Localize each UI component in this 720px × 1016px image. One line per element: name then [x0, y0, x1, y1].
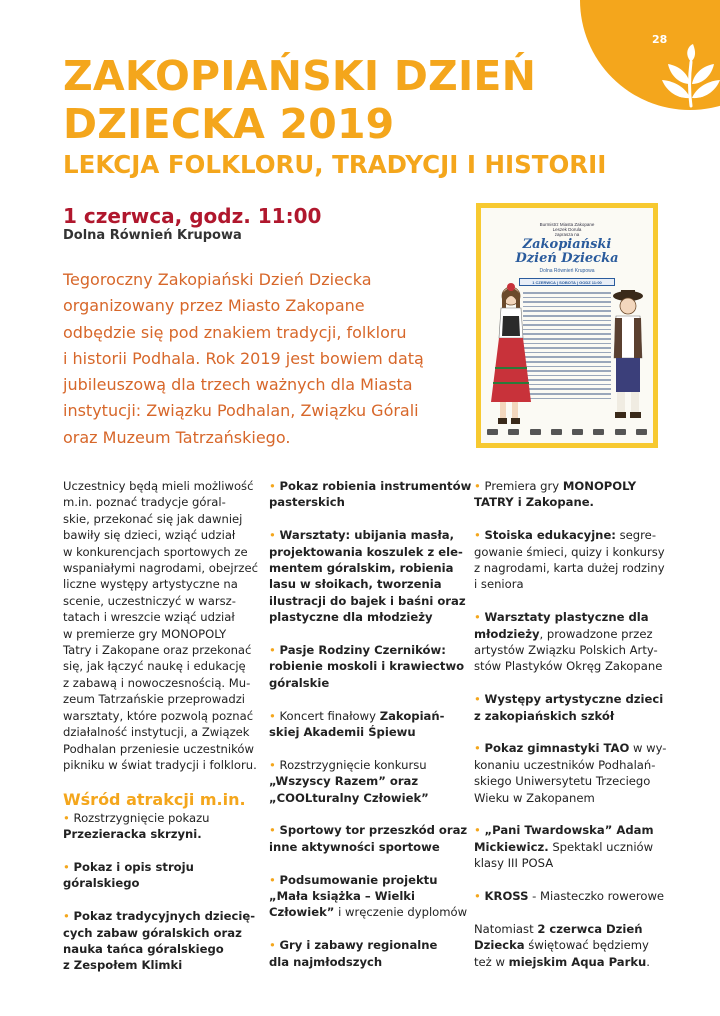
- list-item: [269, 478, 472, 511]
- bullet-icon: •: [269, 823, 280, 838]
- poster-organizer-line: Leszek Dorula: [552, 227, 582, 232]
- paragraph-line: w premierze gry MONOPOLY: [63, 626, 227, 641]
- list-item-text: MONOPOLY: [562, 479, 637, 493]
- list-item-line: [269, 904, 468, 920]
- paragraph-line: m.in. poznać tradycje góral-: [63, 495, 226, 510]
- list-item-line: [269, 560, 464, 576]
- list-item-text: Przezieracka skrzyni.: [63, 827, 202, 842]
- list-item: [63, 810, 263, 843]
- poster-inner: [481, 208, 653, 443]
- list-item-text: w wy-: [629, 741, 667, 756]
- list-item-line: [269, 494, 464, 510]
- paragraph-line: działalność instytucji, a Związek: [63, 725, 250, 740]
- list-item-line: [269, 642, 464, 658]
- girl-illustration: [485, 278, 533, 428]
- event-date: 1 czerwca, godz. 11:00: [63, 204, 322, 228]
- list-item-line: [63, 941, 263, 957]
- attractions-list: [474, 478, 669, 904]
- list-item-text: Warsztaty plastyczne dla: [484, 610, 649, 625]
- list-item-line: [474, 888, 669, 904]
- list-item: [269, 708, 464, 741]
- boy-illustration: [607, 286, 649, 426]
- intro-line: instytucji: Związku Podhalan, Związku Górali: [63, 401, 419, 421]
- list-item-line: [474, 494, 669, 510]
- paragraph-line: zeum Tatrzańskie przeprowadzi: [63, 692, 246, 707]
- list-item-text: projektowania koszulek z ele-: [269, 544, 463, 559]
- list-item: [269, 757, 464, 806]
- closing-line: [474, 937, 669, 953]
- list-item-text: pasterskich: [269, 495, 345, 510]
- list-item-text: Pokaz robienia instrumentów: [279, 479, 472, 493]
- poster-date-bar: 1 CZERWCA | SOBOTA | GODZ 11:00: [519, 278, 615, 286]
- bullet-icon: •: [63, 909, 74, 924]
- poster-title-line: Dzień Dziecka: [515, 251, 619, 266]
- closing-text: .: [646, 954, 650, 969]
- list-item: [474, 740, 669, 806]
- closing-text: miejskim Aqua Parku: [508, 954, 647, 969]
- page-subtitle: LEKCJA FOLKLORU, TRADYCJI I HISTORII: [63, 150, 607, 179]
- bullet-icon: •: [474, 889, 485, 904]
- page-title: [63, 52, 623, 148]
- attractions-list: [63, 810, 263, 974]
- list-item-line: [474, 855, 669, 871]
- bullet-icon: •: [269, 479, 280, 493]
- poster-organizer: [481, 222, 653, 237]
- list-item-text: robienie moskoli i krawiectwo: [269, 659, 465, 674]
- list-item-line: [269, 724, 464, 740]
- list-item-text: Podsumowanie projektu: [279, 872, 438, 887]
- list-item-text: „Wszyscy Razem” oraz: [269, 774, 419, 789]
- list-item: [474, 609, 669, 675]
- list-item-line: [474, 822, 669, 838]
- wheat-leaves-icon: [662, 44, 720, 108]
- list-item: [474, 527, 669, 593]
- list-item-text: Premiera gry: [484, 479, 563, 493]
- intro-line: i historii Podhala. Rok 2019 jest bowiem datą: [63, 348, 424, 368]
- list-item-text: góralskie: [269, 675, 330, 690]
- list-item-text: - Miasteczko rowerowe: [528, 889, 665, 904]
- list-item-text: „Pani Twardowska” Adam: [484, 823, 654, 838]
- poster-organizer-line: Burmistrz Miasta Zakopane: [539, 222, 595, 227]
- intro-paragraph: [63, 267, 463, 451]
- column-1: [63, 478, 263, 990]
- list-item-line: [474, 839, 669, 855]
- list-item-text: „Mała książka – Wielki: [269, 889, 415, 904]
- list-item-line: [269, 478, 472, 494]
- closing-line: [474, 921, 669, 937]
- list-item: [474, 888, 669, 904]
- closing-line: [474, 954, 669, 970]
- paragraph-line: Tatry i Zakopane oraz przekonać: [63, 643, 252, 658]
- paragraph-line: skie, przekonać się jak dawniej: [63, 511, 243, 526]
- list-item-line: [474, 757, 669, 773]
- list-item-line: [63, 875, 263, 891]
- bullet-icon: •: [474, 528, 485, 543]
- list-item-text: Rozstrzygnięcie konkursu: [279, 757, 427, 772]
- title-line: DZIECKA 2019: [63, 100, 395, 148]
- list-item-line: [269, 658, 464, 674]
- list-item-text: z nagrodami, karta dużej rodziny: [474, 561, 665, 576]
- list-item-text: TATRY i Zakopane.: [474, 495, 594, 510]
- list-item-text: dla najmłodszych: [269, 954, 383, 969]
- list-item: [63, 908, 263, 974]
- closing-note: [474, 921, 669, 970]
- list-item: [474, 822, 669, 871]
- list-item-line: [474, 560, 669, 576]
- list-item-line: [474, 708, 669, 724]
- list-item-text: gowanie śmieci, quizy i konkursy: [474, 544, 665, 559]
- list-item-line: [269, 675, 464, 691]
- list-item-text: Mickiewicz.: [474, 839, 549, 854]
- list-item-text: z zakopiańskich szkół: [474, 708, 615, 723]
- list-item-text: Pokaz gimnastyki TAO: [484, 741, 630, 756]
- list-item-text: Zakopiań-: [379, 708, 445, 723]
- list-item-text: góralskiego: [63, 876, 140, 891]
- list-item-line: [269, 757, 464, 773]
- intro-line: Tegoroczny Zakopiański Dzień Dziecka: [63, 270, 372, 289]
- list-item-line: [63, 957, 263, 973]
- list-item-line: [269, 872, 464, 888]
- list-item-text: Wieku w Zakopanem: [474, 790, 595, 805]
- list-item: [63, 859, 263, 892]
- list-item-line: [269, 888, 464, 904]
- list-item-text: cych zabaw góralskich oraz: [63, 925, 242, 940]
- closing-text: świętować będziemy: [524, 938, 649, 953]
- closing-text: 2 czerwca Dzień: [537, 921, 643, 936]
- paragraph-line: wspaniałymi nagrodami, obejrzeć: [63, 561, 258, 576]
- list-item-line: [63, 859, 263, 875]
- bullet-icon: •: [269, 938, 280, 953]
- list-item-text: Sportowy tor przeszkód oraz: [279, 823, 468, 838]
- list-item-text: klasy III POSA: [474, 856, 554, 871]
- list-item-line: [269, 609, 464, 625]
- intro-line: jubileuszową dla trzech ważnych dla Miasta: [63, 375, 413, 395]
- list-item-text: skiego Uniwersytetu Trzeciego: [474, 774, 651, 789]
- list-item-text: ilustracji do bajek i baśni oraz: [269, 593, 466, 608]
- bullet-icon: •: [474, 692, 485, 707]
- poster-organizer-line: zaprasza na: [554, 232, 580, 237]
- list-item-text: Koncert finałowy: [279, 708, 380, 723]
- list-item-line: [474, 740, 669, 756]
- list-item-line: [63, 925, 263, 941]
- list-item-text: „COOLturalny Człowiek”: [269, 790, 429, 805]
- list-item-text: KROSS: [484, 889, 529, 904]
- list-item-line: [474, 658, 669, 674]
- list-item-line: [269, 708, 464, 724]
- list-item-line: [474, 790, 669, 806]
- list-item-text: Spektakl uczniów: [548, 839, 654, 854]
- list-item-line: [474, 691, 669, 707]
- list-item-line: [474, 478, 669, 494]
- list-item-text: Pasje Rodziny Czerników:: [279, 643, 446, 658]
- poster-program-list: [523, 292, 611, 402]
- list-item-text: Występy artystyczne dzieci: [484, 692, 664, 707]
- list-item-text: Człowiek”: [269, 905, 335, 920]
- list-item-line: [269, 773, 464, 789]
- intro-line: odbędzie się pod znakiem tradycji, folkloru: [63, 322, 407, 342]
- paragraph-line: pikniku w świat tradycji i folkloru.: [63, 757, 257, 772]
- list-item: [269, 937, 464, 970]
- list-item-text: z Zespołem Klimki: [63, 958, 183, 973]
- list-item-text: Pokaz i opis stroju: [73, 859, 194, 874]
- paragraph-line: się, jak łączyć naukę i edukację: [63, 659, 246, 674]
- list-item: [269, 527, 464, 625]
- list-item-text: inne aktywności sportowe: [269, 839, 440, 854]
- bullet-icon: •: [474, 479, 485, 493]
- event-poster: [476, 203, 658, 448]
- list-item-text: konaniu uczestników Podhalań-: [474, 757, 656, 772]
- list-item-line: [474, 544, 669, 560]
- list-item: [269, 642, 464, 691]
- list-item: [269, 872, 468, 921]
- page-number: 28: [652, 33, 668, 46]
- list-item-text: , prowadzone przez: [539, 626, 653, 641]
- paragraph-line: Uczestnicy będą mieli możliwość: [63, 479, 254, 493]
- list-item-line: [474, 576, 669, 592]
- list-item-text: Warsztaty: ubijania masła,: [279, 528, 454, 543]
- list-item-line: [63, 810, 263, 826]
- list-item-line: [269, 527, 464, 543]
- intro-line: oraz Muzeum Tatrzańskiego.: [63, 427, 291, 447]
- bullet-icon: •: [63, 859, 74, 874]
- list-item-text: Stoiska edukacyjne:: [484, 528, 616, 543]
- bullet-icon: •: [474, 741, 485, 756]
- paragraph-line: scenie, uczestniczyć w warsz-: [63, 593, 236, 608]
- paragraph-line: liczne występy artystyczne na: [63, 577, 238, 592]
- list-item-text: młodzieży: [474, 626, 540, 641]
- title-line: ZAKOPIAŃSKI DZIEŃ: [63, 52, 537, 100]
- list-item: [269, 822, 468, 855]
- paragraph-line: tatach i wreszcie wziąć udział: [63, 610, 235, 625]
- intro-detail-paragraph: [63, 478, 263, 773]
- bullet-icon: •: [269, 528, 280, 543]
- list-item-text: i wręczenie dyplomów: [334, 905, 468, 920]
- bullet-icon: •: [269, 643, 280, 658]
- list-item-line: [474, 527, 669, 543]
- poster-place: Dolna Równień Krupowa: [539, 268, 595, 274]
- column-3: [474, 478, 669, 970]
- list-item-line: [474, 773, 669, 789]
- list-item-line: [269, 937, 464, 953]
- list-item: [474, 478, 669, 511]
- paragraph-line: w konkurencjach sportowych ze: [63, 544, 248, 559]
- list-item-line: [269, 544, 464, 560]
- list-item-text: mentem góralskim, robienia: [269, 561, 454, 576]
- bullet-icon: •: [474, 610, 485, 625]
- list-item-text: i seniora: [474, 577, 524, 592]
- poster-title-line: Zakopiański: [522, 237, 612, 252]
- poster-title: [481, 238, 653, 266]
- bullet-icon: •: [269, 708, 280, 723]
- intro-line: organizowany przez Miasto Zakopane: [63, 296, 365, 316]
- list-item-line: [63, 826, 263, 842]
- list-item-line: [474, 609, 669, 625]
- paragraph-line: bawiły się dzieci, wziąć udział: [63, 528, 236, 543]
- list-item-line: [269, 839, 464, 855]
- list-item-line: [269, 593, 464, 609]
- list-item-text: nauka tańca góralskiego: [63, 941, 224, 956]
- attractions-heading: Wśród atrakcji m.in.: [63, 789, 246, 809]
- poster-sponsor-logos: [487, 427, 647, 437]
- paragraph-line: Podhalan przeniesie uczestników: [63, 741, 254, 756]
- paragraph-line: warsztaty, które pozwolą poznać: [63, 708, 254, 723]
- list-item-line: [269, 822, 468, 838]
- list-item-text: lasu w słoikach, tworzenia: [269, 577, 442, 592]
- event-place: Dolna Równień Krupowa: [63, 228, 242, 243]
- closing-text: też w: [474, 954, 509, 969]
- bullet-icon: •: [269, 757, 280, 772]
- list-item-line: [269, 576, 464, 592]
- list-item-text: plastyczne dla młodzieży: [269, 610, 433, 625]
- paragraph-line: z zabawą i nowoczesnością. Mu-: [63, 675, 251, 690]
- list-item: [474, 691, 669, 724]
- list-item-text: Gry i zabawy regionalne: [279, 938, 438, 953]
- list-item-line: [474, 642, 669, 658]
- closing-text: Natomiast: [474, 921, 538, 936]
- bullet-icon: •: [269, 872, 280, 887]
- list-item-text: Pokaz tradycyjnych dziecię-: [73, 909, 256, 924]
- list-item-text: stów Plastyków Okręg Zakopane: [474, 659, 663, 674]
- attractions-list: [269, 478, 472, 970]
- list-item-line: [269, 790, 464, 806]
- closing-text: Dziecka: [474, 938, 525, 953]
- list-item-text: segre-: [615, 528, 656, 543]
- list-item-text: skiej Akademii Śpiewu: [269, 725, 416, 740]
- bullet-icon: •: [474, 823, 485, 838]
- list-item-text: Rozstrzygnięcie pokazu: [73, 810, 210, 825]
- column-2: [269, 478, 472, 986]
- list-item-line: [63, 908, 263, 924]
- list-item-line: [269, 954, 464, 970]
- list-item-line: [474, 626, 669, 642]
- bullet-icon: •: [63, 810, 74, 825]
- list-item-text: artystów Związku Polskich Arty-: [474, 643, 658, 658]
